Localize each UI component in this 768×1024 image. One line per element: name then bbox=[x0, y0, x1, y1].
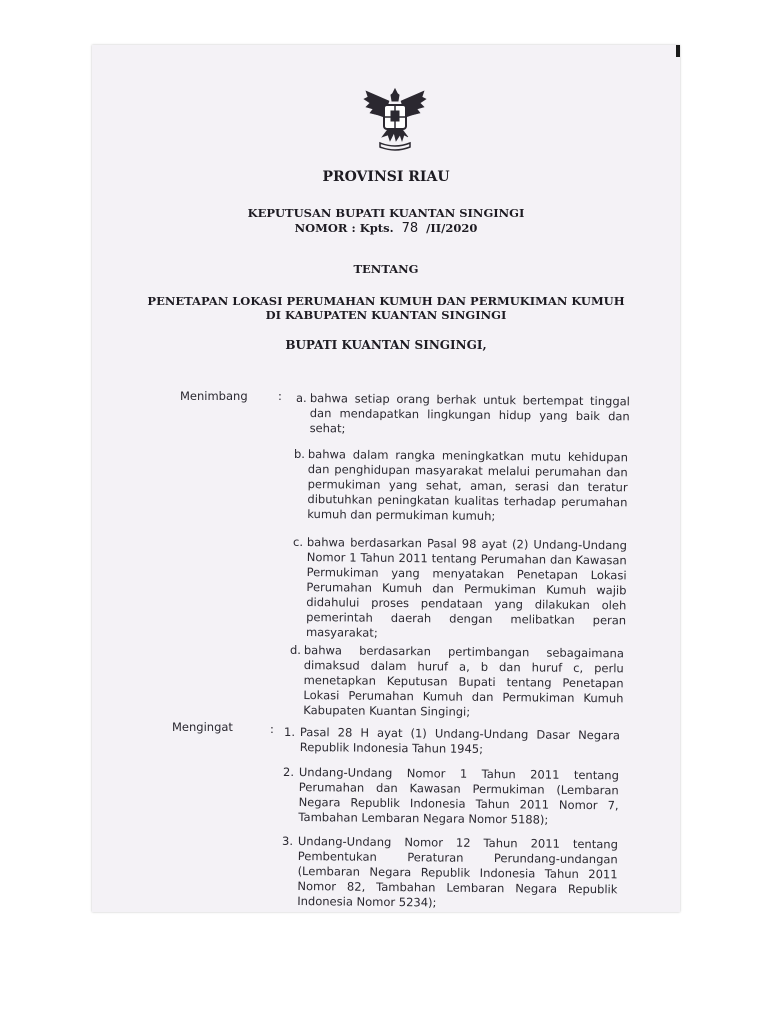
menimbang-label: Menimbang bbox=[180, 389, 248, 403]
page-edge-mark bbox=[676, 45, 680, 57]
menimbang-marker-a: a. bbox=[296, 391, 307, 405]
menimbang-item-d: bahwa berdasarkan pertimbangan sebagaimana dimaksud dalam huruf a, b dan huruf c, perlu menetapkan Keputusan Bupati tentang Penetapan Lokasi Perumahan Kumuh dan Permukiman Kumuh Kabupaten Kuantan Singingi; bbox=[303, 643, 624, 719]
number-suffix: /II/2020 bbox=[426, 221, 478, 235]
mengingat-item-1: Pasal 28 H ayat (1) Undang-Undang Dasar Negara Republik Indonesia Tahun 1945; bbox=[299, 725, 620, 756]
menimbang-marker-b: b. bbox=[294, 447, 305, 461]
mengingat-marker-1: 1. bbox=[284, 725, 295, 739]
official-title: BUPATI KUANTAN SINGINGI, bbox=[285, 338, 487, 352]
province-title: PROVINSI RIAU bbox=[322, 169, 450, 185]
mengingat-item-2: Undang-Undang Nomor 1 Tahun 2011 tentang Perumahan dan Kawasan Permukiman (Lembaran Negara Republik Indonesia Tahun 2011 Nomor 7, Tambahan Lembaran Negara Nomor 5188); bbox=[298, 765, 619, 827]
menimbang-colon: : bbox=[278, 389, 282, 403]
menimbang-item-b: bahwa dalam rangka meningkatkan mutu kehidupan dan penghidupan masyarakat melalui perumahan dan permukiman yang sehat, aman, serasi dan teratur dibutuhkan peningkatan kualitas terhadap perumahan kumuh dan permukiman kumuh; bbox=[307, 447, 628, 523]
mengingat-marker-2: 2. bbox=[283, 765, 294, 779]
menimbang-marker-d: d. bbox=[290, 643, 301, 657]
subject-line-2: DI KABUPATEN KUANTAN SINGINGI bbox=[265, 308, 507, 322]
decree-title: KEPUTUSAN BUPATI KUANTAN SINGINGI bbox=[247, 206, 525, 220]
menimbang-marker-c: c. bbox=[293, 535, 303, 549]
mengingat-item-3: Undang-Undang Nomor 12 Tahun 2011 tentang Pembentukan Peraturan Perundang-undangan (Lembaran Negara Republik Indonesia Tahun 2011 Nomor 82, Tambahan Lembaran Negara Republik Indonesia Nomor 5234); bbox=[297, 834, 618, 910]
menimbang-item-a: bahwa setiap orang berhak untuk bertempat tinggal dan mendapatkan lingkungan hidup yang baik dan sehat; bbox=[309, 391, 630, 436]
mengingat-colon: : bbox=[270, 722, 274, 736]
mengingat-marker-3: 3. bbox=[282, 834, 293, 848]
tentang-heading: TENTANG bbox=[353, 262, 419, 276]
handwritten-number: 78 bbox=[401, 221, 419, 236]
subject-line-1: PENETAPAN LOKASI PERUMAHAN KUMUH DAN PERMUKIMAN KUMUH bbox=[147, 294, 625, 308]
garuda-emblem-icon bbox=[362, 83, 428, 157]
menimbang-item-c: bahwa berdasarkan Pasal 98 ayat (2) Undang-Undang Nomor 1 Tahun 2011 tentang Perumahan dan Kawasan Permukiman yang menyatakan Penetapan Lokasi Perumahan Kumuh dan Permukiman Kumuh wajib didahului proses pendataan yang dilakukan oleh pemerintah daerah dengan melibatkan peran masyarakat; bbox=[305, 535, 627, 640]
number-prefix: NOMOR : Kpts. bbox=[294, 221, 394, 235]
mengingat-label: Mengingat bbox=[172, 720, 233, 734]
decree-number bbox=[92, 221, 680, 236]
document-page bbox=[92, 45, 680, 912]
